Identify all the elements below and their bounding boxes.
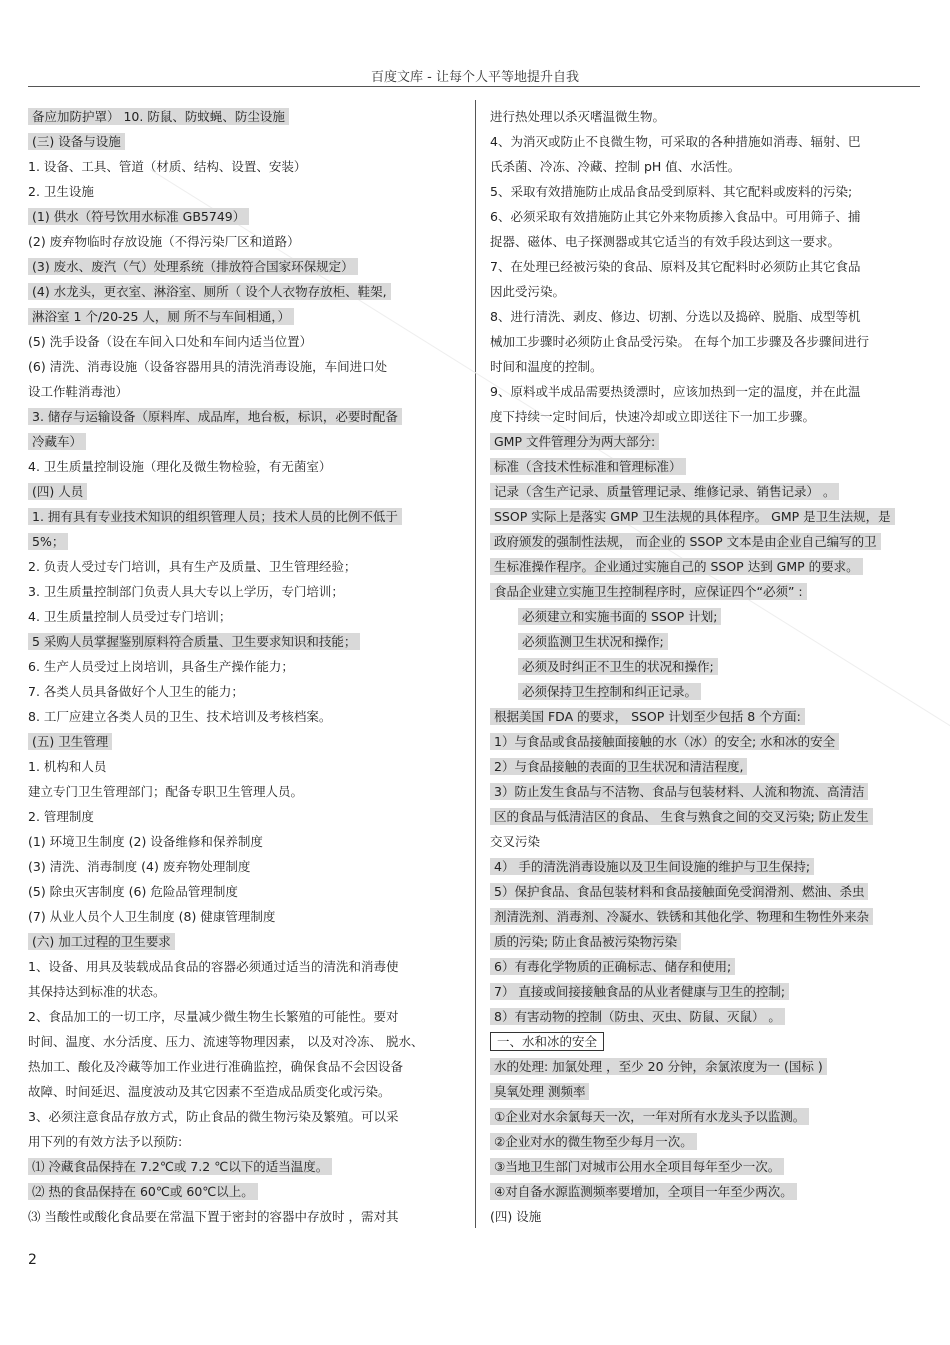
line-text: 必须保持卫生控制和纠正记录。 (518, 683, 701, 700)
line-text: 7） 直接或间接接触食品的从业者健康与卫生的控制; (490, 983, 789, 1000)
text-line (28, 1104, 468, 1129)
text-line (28, 304, 468, 329)
line-text: 4、为消灭或防止不良微生物，可采取的各种措施如消毒、辐射、巴 (490, 134, 861, 149)
text-line (28, 729, 468, 754)
text-line (28, 979, 468, 1004)
line-text: 2、食品加工的一切工序，尽量减少微生物生长繁殖的可能性。要对 (28, 1009, 399, 1024)
text-line (28, 354, 468, 379)
line-text: ①企业对水余氯每天一次，一年对所有水龙头予以监测。 (490, 1108, 809, 1125)
text-line (490, 1104, 920, 1129)
text-line (28, 454, 468, 479)
text-line (490, 829, 920, 854)
text-line (28, 229, 468, 254)
text-line (28, 929, 468, 954)
line-text: (三) 设备与设施 (28, 133, 125, 150)
text-line (490, 304, 920, 329)
text-line (490, 179, 920, 204)
text-line (28, 429, 468, 454)
line-text: ⑵ 热的食品保持在 60℃或 60℃以上。 (28, 1183, 258, 1200)
line-text: 区的食品与低清洁区的食品、 生食与熟食之间的交叉污染; 防止发生 (490, 808, 873, 825)
line-text: 捉器、磁体、电子探测器或其它适当的有效手段达到这一要求。 (490, 234, 841, 249)
line-text: 因此受污染。 (490, 284, 566, 299)
text-line (490, 729, 920, 754)
line-text: (四) 人员 (28, 483, 87, 500)
line-text: 水的处理: 加氯处理 ，至少 20 分钟，余氯浓度为一 (国标 ) (490, 1058, 827, 1075)
line-text: 必须监测卫生状况和操作; (518, 633, 668, 650)
line-text: 必须及时纠正不卫生的状况和操作; (518, 658, 718, 675)
text-line (490, 504, 920, 529)
line-text: (3) 清洗、消毒制度 (4) 废弃物处理制度 (28, 859, 251, 874)
text-line (28, 179, 468, 204)
text-line (490, 129, 920, 154)
text-line (490, 779, 920, 804)
text-line (28, 1054, 468, 1079)
line-text: 淋浴室 1 个/20-25 人，厕 所不与车间相通，） (28, 308, 294, 325)
text-line (28, 154, 468, 179)
line-text: (六) 加工过程的卫生要求 (28, 933, 175, 950)
line-text: 备应加防护罩） 10. 防鼠、防蚊蝇、防尘设施 (28, 108, 289, 125)
line-text: 故障、时间延迟、温度波动及其它因素不至造成品质变化或污染。 (28, 1084, 391, 1099)
text-line (490, 1179, 920, 1204)
text-line (28, 879, 468, 904)
line-text: GMP 文件管理分为两大部分: (490, 433, 659, 450)
text-line (490, 429, 920, 454)
text-line (28, 479, 468, 504)
header-rule (28, 86, 920, 87)
text-line (490, 579, 920, 604)
text-line (490, 104, 920, 129)
line-text: 4. 卫生质量控制人员受过专门培训； (28, 609, 232, 624)
line-text: (1) 供水（符号饮用水标准 GB5749） (28, 208, 249, 225)
text-line (490, 454, 920, 479)
text-line (28, 1029, 468, 1054)
line-text: 交叉污染 (490, 834, 541, 849)
line-text: ②企业对水的微生物至少每月一次。 (490, 1133, 697, 1150)
text-line (490, 479, 920, 504)
line-text: 食品企业建立实施卫生控制程序时，应保证四个“必须” : (490, 583, 807, 600)
text-line (490, 354, 920, 379)
text-line (28, 254, 468, 279)
line-text: ⑴ 冷藏食品保持在 7.2℃或 7.2 ℃以下的适当温度。 (28, 1158, 332, 1175)
text-line (28, 629, 468, 654)
line-text: ⑶ 当酸性或酸化食品要在常温下置于密封的容器中存放时 ，需对其 (28, 1209, 399, 1224)
text-line (28, 954, 468, 979)
text-line (490, 704, 920, 729)
text-line (490, 979, 920, 1004)
text-line (490, 854, 920, 879)
text-line (490, 329, 920, 354)
line-text: ④对自备水源监测频率要增加，全项目一年至少两次。 (490, 1183, 797, 1200)
text-line (28, 204, 468, 229)
line-text: (4) 水龙头，更衣室、淋浴室、厕所（ 设个人衣物存放柜、鞋架, (28, 283, 391, 300)
text-line (28, 679, 468, 704)
line-text: 1）与食品或食品接触面接触的水（冰）的安全; 水和冰的安全 (490, 733, 839, 750)
line-text: 7. 各类人员具备做好个人卫生的能力； (28, 684, 244, 699)
line-text: 2）与食品接触的表面的卫生状况和清洁程度, (490, 758, 747, 775)
line-text: 械加工步骤时必须防止食品受污染。 在每个加工步骤及各步骤间进行 (490, 334, 869, 349)
line-text: 一、水和冰的安全 (490, 1032, 604, 1051)
line-text: 热加工、酸化及冷藏等加工作业进行准确监控，确保食品不会因设备 (28, 1059, 404, 1074)
line-text: 进行热处理以杀灭嗜温微生物。 (490, 109, 666, 124)
line-text: 5、采取有效措施防止成品食品受到原料、其它配料或废料的污染; (490, 184, 853, 199)
text-line (490, 404, 920, 429)
text-line (28, 579, 468, 604)
text-line (490, 279, 920, 304)
line-text: (五) 卫生管理 (28, 733, 112, 750)
text-line (28, 129, 468, 154)
line-text: 冷藏车） (28, 433, 86, 450)
text-line (28, 529, 468, 554)
text-line (490, 1029, 920, 1054)
line-text: (2) 废弃物临时存放设施（不得污染厂区和道路） (28, 234, 300, 249)
text-line (28, 379, 468, 404)
text-line (490, 529, 920, 554)
left-column (28, 104, 468, 1229)
line-text: 8）有害动物的控制（防虫、灭虫、防鼠、灭鼠） 。 (490, 1008, 785, 1025)
text-line (490, 1154, 920, 1179)
text-line (28, 804, 468, 829)
line-text: (1) 环境卫生制度 (2) 设备维修和保养制度 (28, 834, 263, 849)
line-text: 记录（含生产记录、质量管理记录、维修记录、销售记录） 。 (490, 483, 839, 500)
text-line (490, 954, 920, 979)
line-text: 3. 储存与运输设备（原料库、成品库，地台板，标识，必要时配备 (28, 408, 402, 425)
line-text: 3. 卫生质量控制部门负责人具大专以上学历，专门培训； (28, 584, 344, 599)
line-text: 时间、温度、水分活度、压力、流速等物理因素， 以及对冷冻、 脱水、 (28, 1034, 424, 1049)
text-line (28, 829, 468, 854)
line-text: 其保持达到标准的状态。 (28, 984, 166, 999)
text-line (490, 904, 920, 929)
page-header: 百度文库 - 让每个人平等地提升自我 (371, 70, 579, 85)
text-line (490, 1004, 920, 1029)
text-line (28, 704, 468, 729)
line-text: 2. 管理制度 (28, 809, 94, 824)
line-text: SSOP 实际上是落实 GMP 卫生法规的具体程序。 GMP 是卫生法规，是 (490, 508, 895, 525)
text-line (28, 1204, 468, 1229)
line-text: 9、原料或半成品需要热烫漂时，应该加热到一定的温度，并在此温 (490, 384, 861, 399)
right-column (490, 104, 920, 1229)
line-text: 时间和温度的控制。 (490, 359, 603, 374)
line-text: 标准（含技术性标准和管理标准） (490, 458, 686, 475)
line-text: 8. 工厂应建立各类人员的卫生、技术培训及考核档案。 (28, 709, 332, 724)
text-line (28, 904, 468, 929)
text-line (490, 879, 920, 904)
text-line (28, 279, 468, 304)
text-line (490, 654, 920, 679)
text-line (490, 554, 920, 579)
line-text: 臭氧处理 测频率 (490, 1083, 589, 1100)
text-line (490, 1054, 920, 1079)
column-divider (475, 100, 476, 1228)
line-text: 6、必须采取有效措施防止其它外来物质掺入食品中。可用筛子、捕 (490, 209, 861, 224)
text-line (28, 654, 468, 679)
text-line (490, 254, 920, 279)
text-line (28, 1079, 468, 1104)
text-line (490, 604, 920, 629)
text-line (490, 804, 920, 829)
line-text: (5) 除虫灭害制度 (6) 危险品管理制度 (28, 884, 238, 899)
text-line (28, 604, 468, 629)
line-text: 1、设备、用具及装载成品食品的容器必须通过适当的清洗和消毒使 (28, 959, 399, 974)
line-text: 6）有毒化学物质的正确标志、储存和使用; (490, 958, 735, 975)
line-text: 建立专门卫生管理部门；配备专职卫生管理人员。 (28, 784, 304, 799)
text-line (28, 554, 468, 579)
line-text: (6) 清洗、消毒设施（设备容器用具的清洗消毒设施，车间进口处 (28, 359, 388, 374)
text-line (490, 154, 920, 179)
line-text: 8、进行清洗、剥皮、修边、切割、分选以及捣碎、脱脂、成型等机 (490, 309, 861, 324)
text-line (28, 754, 468, 779)
text-line (28, 1129, 468, 1154)
line-text: (5) 洗手设备（设在车间入口处和车间内适当位置） (28, 334, 313, 349)
text-line (28, 854, 468, 879)
text-line (28, 1004, 468, 1029)
line-text: 3、必须注意食品存放方式，防止食品的微生物污染及繁殖。可以采 (28, 1109, 399, 1124)
text-line (490, 1129, 920, 1154)
text-line (490, 754, 920, 779)
line-text: 5）保护食品、食品包装材料和食品接触面免受润滑剂、燃油、杀虫 (490, 883, 868, 900)
text-line (490, 204, 920, 229)
line-text: (7) 从业人员个人卫生制度 (8) 健康管理制度 (28, 909, 276, 924)
line-text: 5 采购人员掌握鉴别原料符合质量、卫生要求知识和技能； (28, 633, 360, 650)
line-text: (四) 设施 (490, 1209, 542, 1224)
text-line (28, 504, 468, 529)
text-line (490, 379, 920, 404)
line-text: 3）防止发生食品与不洁物、食品与包装材料、人流和物流、高清洁 (490, 783, 868, 800)
text-line (28, 779, 468, 804)
line-text: 1. 拥有具有专业技术知识的组织管理人员；技术人员的比例不低于 (28, 508, 402, 525)
text-line (28, 329, 468, 354)
text-line (490, 679, 920, 704)
line-text: 1. 机构和人员 (28, 759, 107, 774)
line-text: 2. 卫生设施 (28, 184, 94, 199)
text-line (490, 229, 920, 254)
line-text: ③当地卫生部门对城市公用水全项目每年至少一次。 (490, 1158, 784, 1175)
text-line (490, 1204, 920, 1229)
line-text: 2. 负责人受过专门培训，具有生产及质量、卫生管理经验； (28, 559, 357, 574)
line-text: 7、在处理已经被污染的食品、原料及其它配料时必须防止其它食品 (490, 259, 861, 274)
page-number: 2 (28, 1252, 37, 1268)
text-line (28, 404, 468, 429)
line-text: 必须建立和实施书面的 SSOP 计划; (518, 608, 721, 625)
line-text: 生标准操作程序。企业通过实施自己的 SSOP 达到 GMP 的要求。 (490, 558, 863, 575)
line-text: 氏杀菌、冷冻、冷藏、控制 pH 值、水活性。 (490, 159, 741, 174)
line-text: 度下持续一定时间后，快速冷却或立即送往下一加工步骤。 (490, 409, 816, 424)
line-text: 剂清洗剂、消毒剂、冷凝水、铁锈和其他化学、物理和生物性外来杂 (490, 908, 873, 925)
text-line (490, 629, 920, 654)
line-text: 政府颁发的强制性法规， 而企业的 SSOP 文本是由企业自己编写的卫 (490, 533, 881, 550)
text-line (28, 1179, 468, 1204)
line-text: 4. 卫生质量控制设施（理化及微生物检验，有无菌室） (28, 459, 332, 474)
line-text: 5%； (28, 533, 68, 550)
line-text: 根据美国 FDA 的要求， SSOP 计划至少包括 8 个方面: (490, 708, 805, 725)
text-line (490, 929, 920, 954)
line-text: 设工作鞋消毒池） (28, 384, 129, 399)
text-line (490, 1079, 920, 1104)
line-text: (3) 废水、废汽（气）处理系统（排放符合国家环保规定） (28, 258, 358, 275)
line-text: 6. 生产人员受过上岗培训，具备生产操作能力； (28, 659, 294, 674)
text-line (28, 104, 468, 129)
line-text: 1. 设备、工具、管道（材质、结构、设置、安装） (28, 159, 307, 174)
line-text: 质的污染; 防止食品被污染物污染 (490, 933, 681, 950)
line-text: 用下列的有效方法予以预防: (28, 1134, 183, 1149)
text-line (28, 1154, 468, 1179)
line-text: 4） 手的清洗消毒设施以及卫生间设施的维护与卫生保持; (490, 858, 814, 875)
